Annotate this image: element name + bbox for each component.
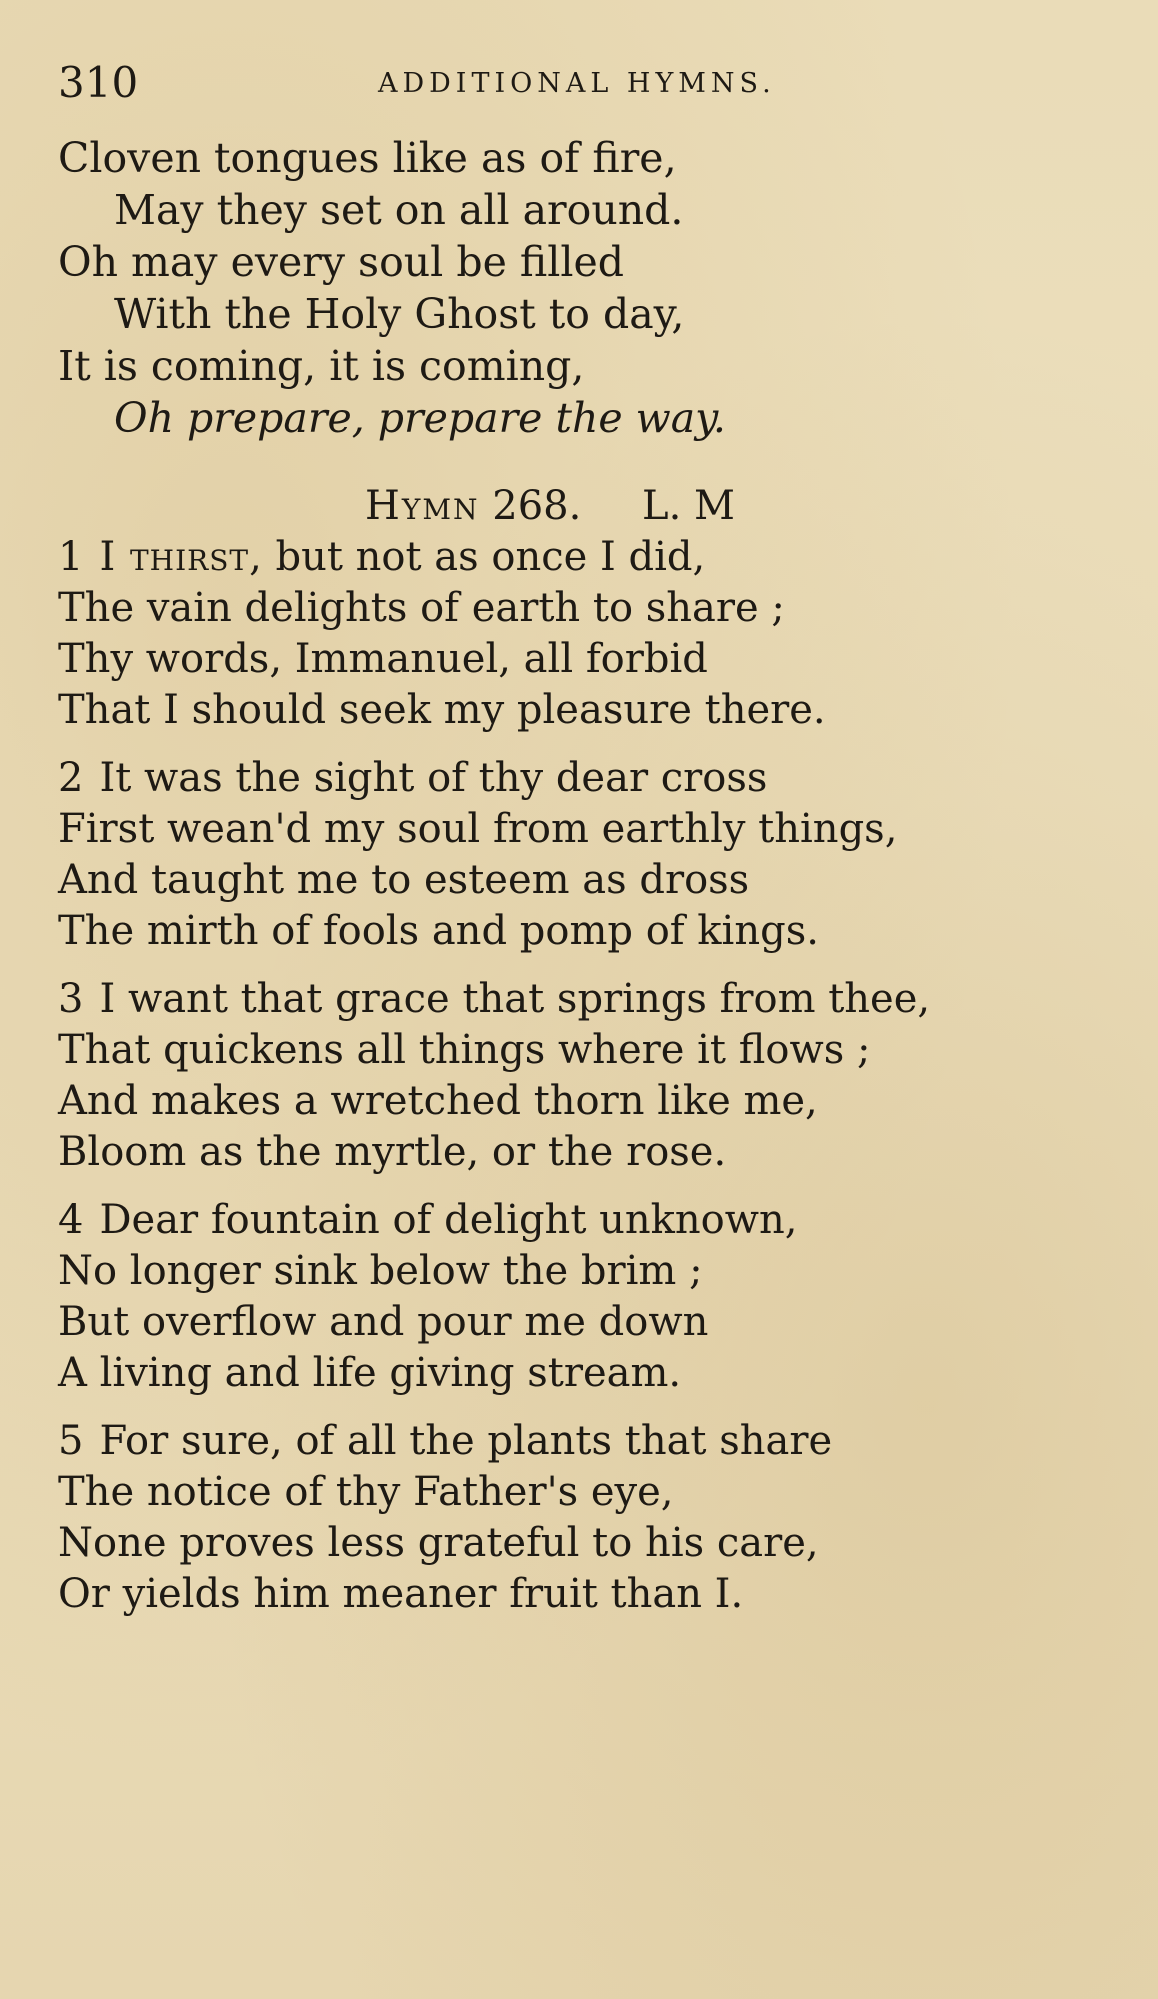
verse-line: With the Holy Ghost to day, [114, 290, 685, 338]
verse-line: That I should seek my pleasure there. [58, 687, 826, 733]
verse-line: First wean'd my soul from earthly things, [58, 806, 898, 852]
hymn-label: Hymn [365, 483, 480, 529]
hymn-verses [58, 532, 1118, 1637]
verse-line: And taught me to esteem as dross [58, 857, 750, 903]
verse-line: Bloom as the myrtle, or the rose. [58, 1129, 727, 1175]
verse-line: Oh may every soul be filled [58, 238, 624, 286]
verse-number: 2 [58, 755, 84, 801]
verse-line: It is coming, it is coming, [58, 342, 585, 390]
verse-line-rest: I want that grace that springs from thee, [99, 976, 931, 1022]
verse-number: 5 [58, 1418, 84, 1464]
verse-first-line [58, 1416, 1118, 1467]
verse-number: 1 [58, 534, 84, 580]
verse-line: Thy words, Immanuel, all forbid [58, 636, 708, 682]
hymn-meter: L. M [642, 483, 735, 529]
verse-1 [58, 532, 1118, 736]
verse-2 [58, 753, 1118, 957]
verse-first-line [58, 753, 1118, 804]
verse-line: That quickens all things where it flows ; [58, 1027, 871, 1073]
verse-line-rest: but not as once I did, [275, 534, 706, 580]
page-number: 310 [58, 58, 139, 107]
verse-line: Or yields him meaner fruit than I. [58, 1571, 744, 1617]
verse-line: But overflow and pour me down [58, 1299, 709, 1345]
verse-line: None proves less grateful to his care, [58, 1520, 819, 1566]
verse-4 [58, 1195, 1118, 1399]
verse-3 [58, 974, 1118, 1178]
verse-first-line [58, 532, 1118, 583]
verse-number: 4 [58, 1197, 84, 1243]
hymn-number: 268. [492, 483, 582, 529]
verse-line: No longer sink below the brim ; [58, 1248, 703, 1294]
verse-line-rest: It was the sight of thy dear cross [99, 755, 768, 801]
verse-first-line [58, 1195, 1118, 1246]
verse-line-rest: For sure, of all the plants that share [99, 1418, 833, 1464]
verse-line: May they set on all around. [114, 186, 684, 234]
verse-first-line [58, 974, 1118, 1025]
page-header [58, 58, 1098, 108]
verse-line: A living and life giving stream. [58, 1350, 682, 1396]
verse-line: The notice of thy Father's eye, [58, 1469, 674, 1515]
hymn-heading [365, 480, 735, 532]
running-head: ADDITIONAL HYMNS. [378, 68, 776, 99]
verse-line-refrain: Oh prepare, prepare the way. [114, 394, 726, 442]
verse-line-rest: Dear fountain of delight unknown, [99, 1197, 798, 1243]
verse-line: The vain delights of earth to share ; [58, 585, 785, 631]
previous-hymn-ending [58, 132, 1098, 444]
verse-5 [58, 1416, 1118, 1620]
verse-line: The mirth of fools and pomp of kings. [58, 908, 819, 954]
verse-line: And makes a wretched thorn like me, [58, 1078, 818, 1124]
verse-opening-words: I thirst, [99, 534, 263, 580]
verse-number: 3 [58, 976, 84, 1022]
verse-line: Cloven tongues like as of fire, [58, 134, 677, 182]
